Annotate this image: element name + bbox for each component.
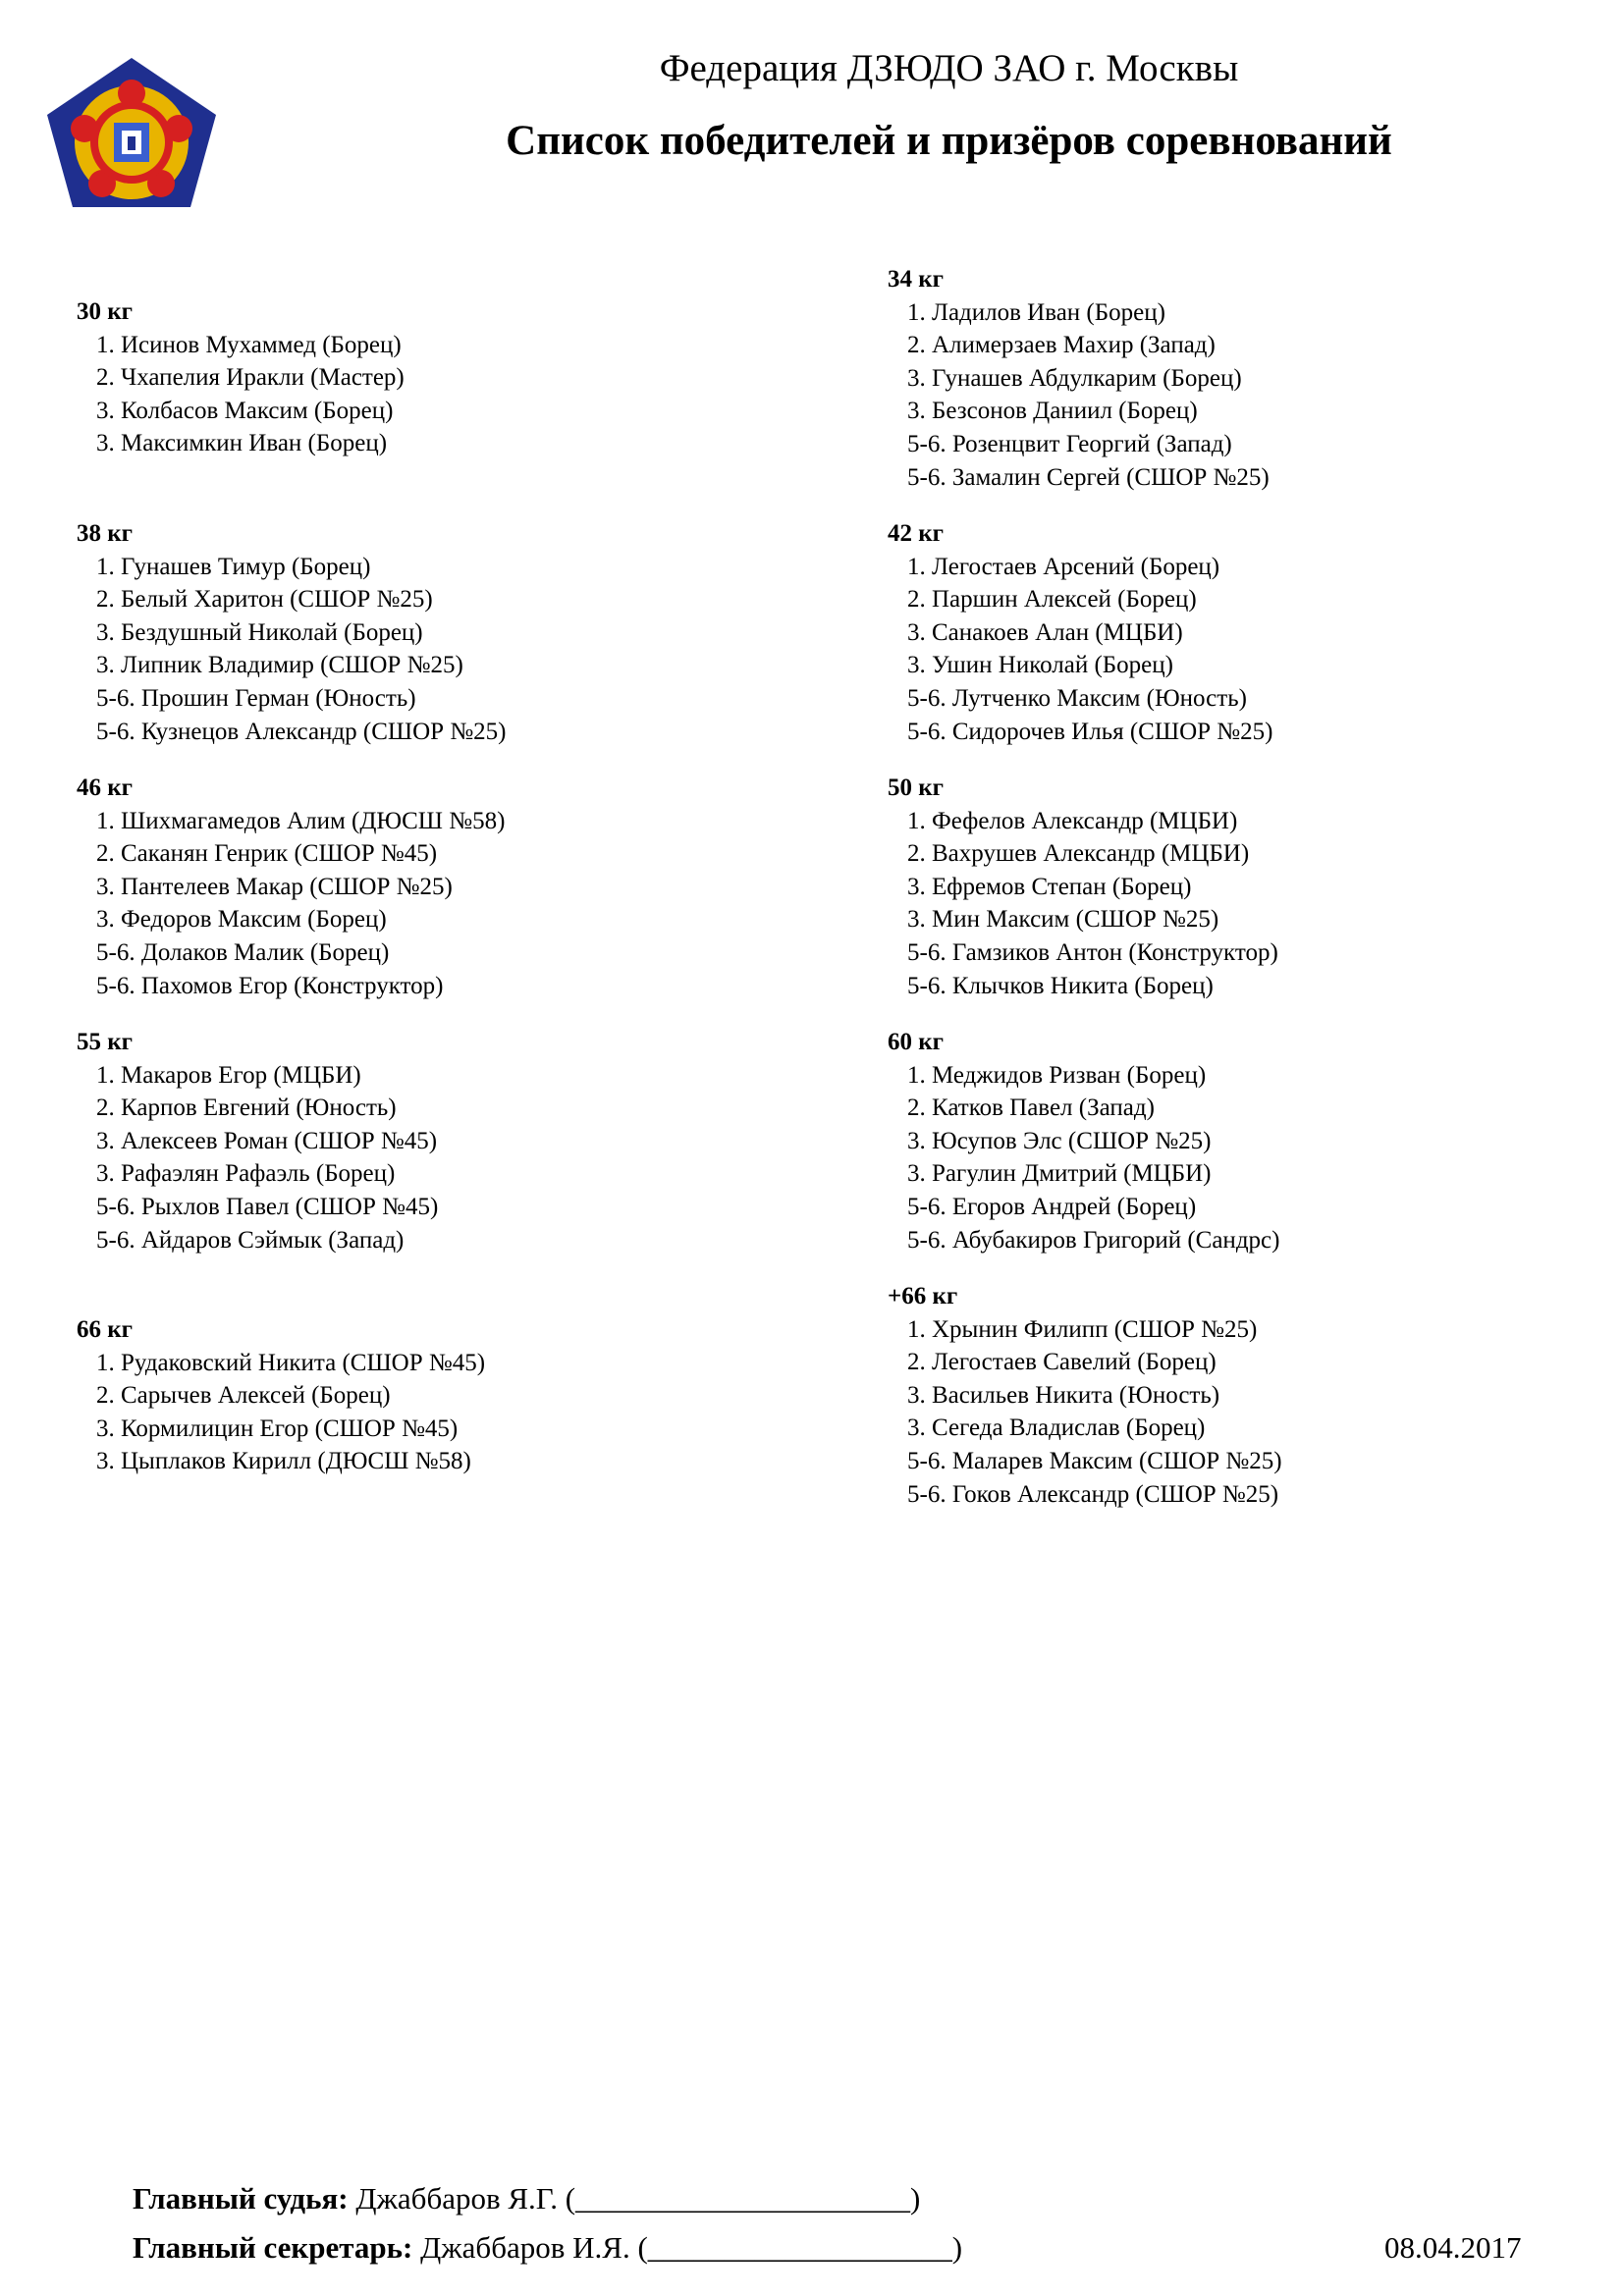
- chief-secretary-role: Главный секретарь:: [133, 2230, 413, 2265]
- result-entry: 3. Алексеев Роман (СШОР №45): [96, 1127, 438, 1154]
- category-label: 38 кг: [77, 520, 134, 547]
- document-date: 08.04.2017: [1384, 2230, 1522, 2265]
- result-entry: 3. Ефремов Степан (Борец): [907, 873, 1192, 900]
- result-entry: 3. Пантелеев Макар (СШОР №25): [96, 873, 453, 900]
- result-entry: 5-6. Абубакиров Григорий (Сандрс): [907, 1226, 1280, 1254]
- result-entry: 5-6. Сидорочев Илья (СШОР №25): [907, 718, 1273, 745]
- result-entry: 1. Меджидов Ризван (Борец): [907, 1061, 1207, 1089]
- result-entry: 3. Кормилицин Егор (СШОР №45): [96, 1415, 459, 1442]
- result-entry: 1. Легостаев Арсений (Борец): [907, 553, 1220, 580]
- category-label: 34 кг: [888, 266, 945, 293]
- category-38kg: [77, 517, 507, 748]
- result-entry: 5-6. Пахомов Егор (Конструктор): [96, 972, 444, 999]
- result-entry: 2. Паршин Алексей (Борец): [907, 586, 1197, 614]
- result-entry: 5-6. Егоров Андрей (Борец): [907, 1193, 1197, 1220]
- category-46kg: [77, 772, 505, 1002]
- category-55kg: [77, 1026, 438, 1256]
- result-entry: 3. Рагулин Дмитрий (МЦБИ): [907, 1160, 1212, 1188]
- result-entry: 2. Саканян Генрик (СШОР №45): [96, 840, 438, 868]
- result-entry: 1. Хрынин Филипп (СШОР №25): [907, 1315, 1258, 1343]
- result-entry: 1. Ладилов Иван (Борец): [907, 298, 1165, 326]
- result-entry: 2. Катков Павел (Запад): [907, 1095, 1155, 1122]
- result-entry: 3. Ушин Николай (Борец): [907, 652, 1173, 679]
- category-60kg: [888, 1026, 1279, 1256]
- result-entry: 5-6. Маларев Максим (СШОР №25): [907, 1447, 1282, 1474]
- chief-secretary-name: Джаббаров И.Я. (____________________): [412, 2230, 963, 2265]
- result-entry: 3. Васильев Никита (Юность): [907, 1381, 1220, 1409]
- result-entry: 5-6. Клычков Никита (Борец): [907, 972, 1214, 999]
- result-entry: 3. Юсупов Элс (СШОР №25): [907, 1127, 1212, 1154]
- category-label: +66 кг: [888, 1283, 958, 1309]
- result-entry: 3. Рафаэлян Рафаэль (Борец): [96, 1160, 396, 1188]
- document-title: Список победителей и призёров соревнований: [506, 118, 1392, 164]
- result-entry: 5-6. Кузнецов Александр (СШОР №25): [96, 718, 507, 745]
- result-entry: 5-6. Лутченко Максим (Юность): [907, 684, 1247, 712]
- result-entry: 3. Бездушный Николай (Борец): [96, 618, 423, 646]
- result-entry: 5-6. Гамзиков Антон (Конструктор): [907, 938, 1278, 966]
- category-label: 42 кг: [888, 520, 945, 547]
- chief-secretary-line: [133, 2228, 962, 2268]
- category-34kg: [888, 263, 1270, 494]
- result-entry: 1. Макаров Егор (МЦБИ): [96, 1061, 361, 1089]
- result-entry: 3. Колбасов Максим (Борец): [96, 397, 394, 424]
- category-66kg: [77, 1313, 485, 1478]
- result-entry: 5-6. Розенцвит Георгий (Запад): [907, 430, 1232, 457]
- result-entry: 3. Санакоев Алан (МЦБИ): [907, 618, 1183, 646]
- result-entry: 2. Алимерзаев Махир (Запад): [907, 332, 1216, 359]
- result-entry: 3. Безсонов Даниил (Борец): [907, 398, 1198, 425]
- chief-judge-name: Джаббаров Я.Г. (______________________): [348, 2181, 921, 2216]
- result-entry: 1. Шихмагамедов Алим (ДЮСШ №58): [96, 807, 506, 834]
- result-entry: 2. Чхапелия Иракли (Мастер): [96, 364, 405, 392]
- result-entry: 1. Исинов Мухаммед (Борец): [96, 331, 402, 358]
- result-entry: 3. Сегеда Владислав (Борец): [907, 1415, 1206, 1442]
- category-over-66kg: [888, 1280, 1282, 1511]
- result-entry: 5-6. Айдаров Сэймык (Запад): [96, 1226, 405, 1254]
- result-entry: 5-6. Долаков Малик (Борец): [96, 938, 390, 966]
- result-entry: 3. Мин Максим (СШОР №25): [907, 906, 1219, 934]
- result-entry: 2. Сарычев Алексей (Борец): [96, 1382, 391, 1410]
- result-entry: 3. Цыплаков Кирилл (ДЮСШ №58): [96, 1448, 471, 1475]
- result-entry: 1. Рудаковский Никита (СШОР №45): [96, 1349, 486, 1376]
- result-entry: 2. Карпов Евгений (Юность): [96, 1095, 397, 1122]
- result-entry: 3. Липник Владимир (СШОР №25): [96, 652, 463, 679]
- chief-judge-role: Главный судья:: [133, 2181, 349, 2216]
- result-entry: 2. Вахрушев Александр (МЦБИ): [907, 840, 1250, 868]
- org-title: Федерация ДЗЮДО ЗАО г. Москвы: [659, 47, 1239, 89]
- category-label: 66 кг: [77, 1316, 134, 1343]
- chief-judge-line: [133, 2179, 920, 2218]
- result-entry: 5-6. Гоков Александр (СШОР №25): [907, 1480, 1279, 1508]
- category-label: 60 кг: [888, 1029, 945, 1055]
- category-label: 50 кг: [888, 774, 945, 801]
- result-entry: 3. Гунашев Абдулкарим (Борец): [907, 364, 1242, 392]
- result-entry: 3. Максимкин Иван (Борец): [96, 430, 388, 457]
- result-entry: 3. Федоров Максим (Борец): [96, 906, 387, 934]
- category-42kg: [888, 517, 1272, 748]
- result-entry: 1. Гунашев Тимур (Борец): [96, 553, 371, 580]
- result-entry: 5-6. Рыхлов Павел (СШОР №45): [96, 1193, 439, 1220]
- result-entry: 2. Белый Харитон (СШОР №25): [96, 586, 433, 614]
- category-label: 46 кг: [77, 774, 134, 801]
- category-label: 30 кг: [77, 298, 134, 325]
- category-label: 55 кг: [77, 1029, 134, 1055]
- result-entry: 2. Легостаев Савелий (Борец): [907, 1349, 1217, 1376]
- result-entry: 5-6. Прошин Герман (Юность): [96, 684, 416, 712]
- category-30kg: [77, 295, 405, 460]
- category-50kg: [888, 772, 1278, 1002]
- result-entry: 5-6. Замалин Сергей (СШОР №25): [907, 463, 1270, 491]
- result-entry: 1. Фефелов Александр (МЦБИ): [907, 807, 1238, 834]
